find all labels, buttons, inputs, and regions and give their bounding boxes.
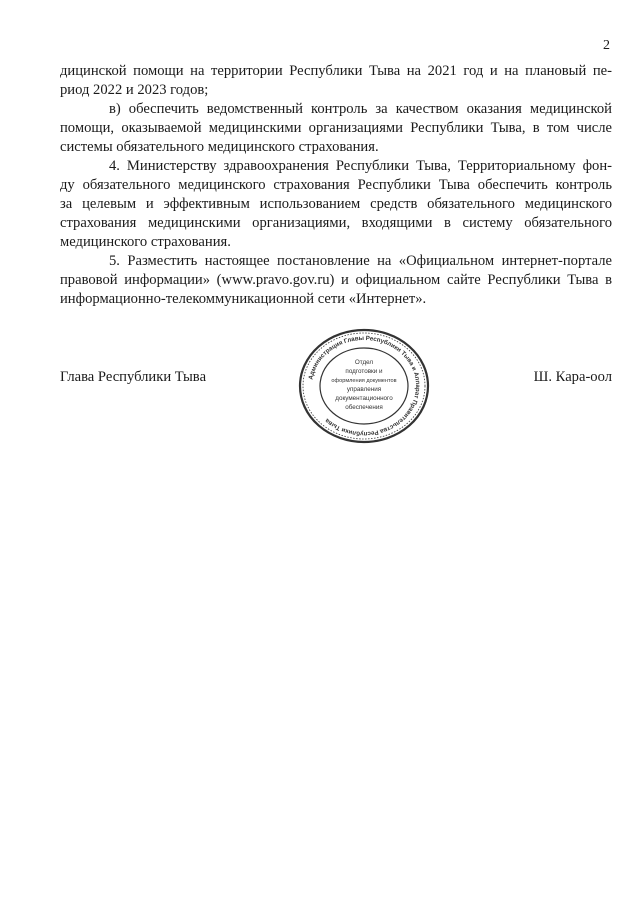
text-line: дицинской помощи на территории Республики Тыва на 2021 год и на плановый пе-	[60, 63, 612, 79]
signatory-title: Глава Республики Тывa	[60, 369, 207, 385]
text-line: системы обязательного медицинского страхования.	[60, 139, 379, 155]
seal-center-line: Отдел	[354, 359, 374, 366]
official-seal-stamp	[296, 328, 432, 444]
text-line: помощи, оказываемой медицинскими организациями Республики Тыва, в том числе	[60, 120, 612, 136]
seal-center-line: оформления документов	[331, 378, 397, 384]
seal-center-line: обеспечения	[345, 404, 383, 411]
document-body	[60, 62, 612, 309]
seal-center-line: подготовки и	[345, 368, 383, 375]
paragraph-3	[60, 157, 612, 252]
text-line: за целевым и эффективным использованием средств обязательного медицинского	[60, 196, 612, 212]
seal-ring-text: Администрация Главы Республики Тыва и Аппарат Правительства Республики Тыва	[307, 334, 422, 438]
text-line: страхования медицинскими организациями, входящими в систему обязательного	[60, 215, 612, 231]
text-line: 5. Разместить настоящее постановление на «Официальном интернет-портале	[109, 253, 612, 269]
seal-center-text	[331, 359, 396, 411]
text-line: 4. Министерству здравоохранения Республики Тыва, Территориальному фон-	[109, 158, 612, 174]
text-line: ду обязательного медицинского страхования Республики Тыва обеспечить контроль	[60, 177, 612, 193]
text-line: информационно-телекоммуникационной сети «Интернет».	[60, 291, 427, 307]
paragraph-4	[60, 252, 612, 309]
text-line: риод 2022 и 2023 годов;	[60, 82, 209, 98]
paragraph-2	[60, 100, 612, 157]
seal-center-line: документационного	[335, 395, 393, 402]
paragraph-1	[60, 62, 612, 100]
seal-center-line: управления	[346, 386, 382, 393]
page-number: 2	[603, 38, 610, 53]
text-line: правовой информации» (www.pravo.gov.ru) и официальном сайте Республики Тыва в	[60, 272, 612, 288]
text-line: медицинского страхования.	[60, 234, 231, 250]
text-line: в) обеспечить ведомственный контроль за качеством оказания медицинской	[109, 101, 612, 117]
signatory-name: Ш. Кара-оол	[533, 369, 612, 385]
